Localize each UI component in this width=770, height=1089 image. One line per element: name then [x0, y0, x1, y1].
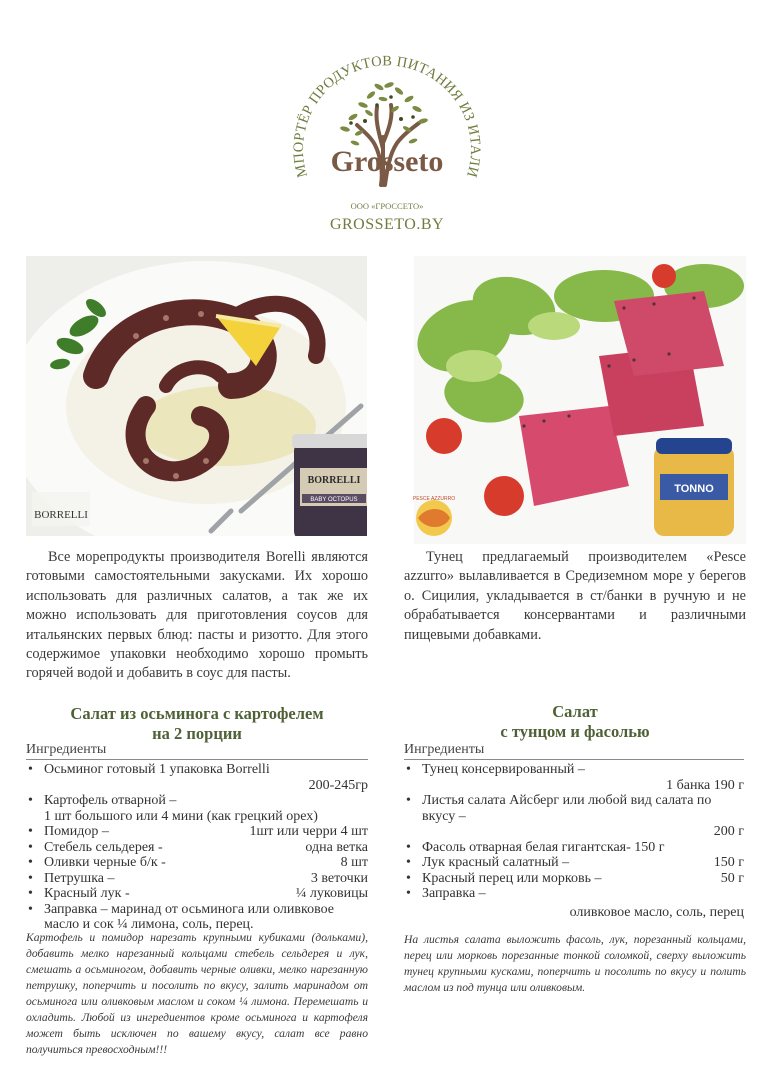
octopus-ingredients-heading: Ингредиенты [26, 741, 368, 760]
logo-company-name: ООО «ГРОССЕТО» [350, 201, 424, 211]
ingredient-parsley: • Петрушка – 3 веточки [28, 870, 368, 886]
tuna-salad-title [404, 702, 746, 742]
octopus-salad-method: Картофель и помидор нарезать крупными кубиками (дольками), добавить мелко нарезанный кольцами стебель сельдерея и лук, смешать а осьминогом, добавить черные оливки, мелко нарезанную петрушку, поперчить и посолить по вкусу, залить маринадом от осьминога или оливковым маслом и соком ¼ лимона. Перемешать и охладить. Любой из ингредиентов кроме осьминога и картофеля может быть исключен по вашему вкусу, салат все равно получиться превосходным!!! [26, 931, 368, 1056]
ingredient-olives: • Оливки черные б/к - 8 шт [28, 855, 368, 870]
logo-brand-name: Grosseto [330, 145, 444, 178]
logo-arc-text: МПОРТЁР ПРОДУКТОВ ПИТАНИЯ ИЗ ИТАЛИ [290, 53, 484, 180]
ingredient-tuna: • Тунец консервированный – 1 банка 190 г [406, 762, 744, 793]
grosseto-logo [283, 25, 491, 240]
tuna-ingredients-heading: Ингредиенты [404, 741, 744, 760]
tuna-dish-image [404, 256, 746, 544]
octopus-salad-title-line2: на 2 порции [152, 724, 242, 743]
ingredient-dressing: • Заправка – маринад от осьминога или оливковое масло и сок ¼ лимона, соль, перец. [28, 901, 335, 932]
ingredient-lettuce: • Листья салата Айсберг или любой вид салата по вкусу – 200 г [406, 793, 744, 839]
tuna-ingredients-list [404, 762, 744, 920]
ingredient-celery: • Стебель сельдерея - одна ветка [28, 839, 368, 855]
ingredient-potato: • Картофель отварной – 1 шт большого или 4 мини (как грецкий орех) [28, 793, 318, 824]
jar-label-right: TONNO [674, 483, 714, 495]
borrelli-brand-mark: BORRELLI [34, 509, 88, 521]
ingredient-beans: • Фасоль отварная белая гигантская- 150 г [406, 839, 665, 855]
borrelli-intro-text: Все морепродукты производителя Borelli являются готовыми самостоятельными закусками. Их хорошо использовать для различных салатов, а так же их можно использовать для приготовления соусов для итальянских первых блюд: пасты и ризотто. Для этого содержимое упаковки необходимо хорошо промыть горячей водой и добавить в соус для пасты. [26, 549, 368, 682]
octopus-dish-photo [26, 256, 367, 536]
pesce-azzurro-intro-text: Тунец предлагаемый производителем «Pesce azzurro» вылавливается в Средиземном море у берегов о. Сицилия, укладывается в ст/банки в ручную и не обрабатывается консервантами и различными пищевыми добавками. [404, 549, 746, 643]
octopus-salad-title [26, 704, 368, 744]
jar-brand-left: BORRELLI [307, 475, 361, 486]
octopus-dish-image [26, 256, 367, 536]
logo-website: GROSSETO.BY [329, 216, 445, 233]
octopus-salad-title-line1: Салат из осьминога с картофелем [70, 704, 324, 723]
pesce-azzurro-brand-mark: PESCE AZZURRO [412, 496, 456, 502]
tuna-dish-photo [404, 256, 746, 544]
ingredient-dressing: • Заправка – оливковое масло, соль, перец [406, 886, 744, 920]
ingredient-red-onion: • Красный лук - ¼ луковицы [28, 886, 368, 901]
tuna-salad-title-line1: Салат [552, 702, 598, 721]
ingredient-tomato: • Помидор – 1шт или черри 4 шт [28, 824, 368, 839]
logo-emblem [283, 25, 491, 240]
ingredient-pepper: • Красный перец или морковь – 50 г [406, 870, 744, 886]
ingredient-onion: • Лук красный салатный – 150 г [406, 855, 744, 870]
tuna-salad-title-line2: с тунцом и фасолью [500, 722, 650, 741]
jar-label-left: BABY OCTOPUS [310, 497, 358, 503]
octopus-ingredients-list [26, 762, 368, 933]
ingredient-octopus: • Осьминог готовый 1 упаковка Borrelli 200-245гр [28, 762, 368, 793]
tuna-salad-method: На листья салата выложить фасоль, лук, порезанный кольцами, перец или морковь порезанные тонкой соломкой, сверху выложить тунец крупными кусками, поперчить и посолить по вкусу и полить маслом из под тунца или оливковым. [404, 933, 746, 994]
